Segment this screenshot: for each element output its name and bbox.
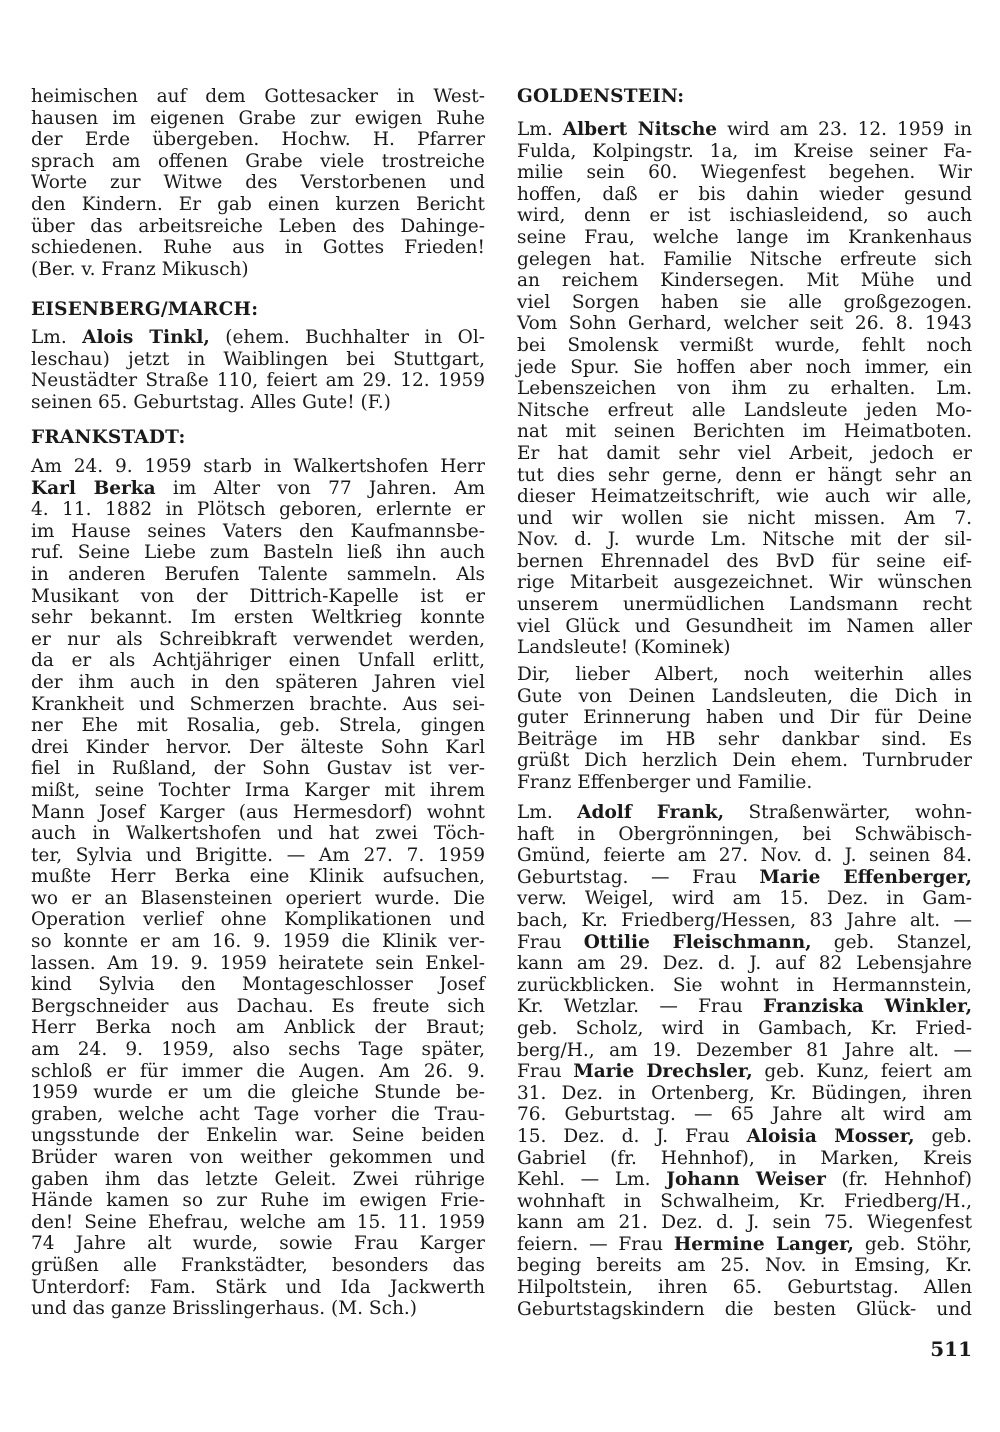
- text-line: viel Glück und Gesundheit im Namen aller: [517, 615, 972, 637]
- text-line: milie sein 60. Wiegenfest begehen. Wir: [517, 162, 972, 184]
- text-line: Nov. d. J. wurde Lm. Nitsche mit der sil-: [517, 529, 972, 551]
- eisenberg-paragraph: [31, 327, 485, 413]
- text-line: der Erde übergeben. Hochw. H. Pfarrer: [31, 129, 485, 151]
- text-line: an reichem Kindersegen. Mit Mühe und: [517, 270, 972, 292]
- text-segment: feiern. — Frau: [517, 1233, 674, 1255]
- text-segment: 15. Dez. d. J. Frau: [517, 1125, 747, 1147]
- intro-paragraph: [31, 86, 485, 280]
- text-line: grüßen alle Frankstädter, besonders das: [31, 1254, 485, 1276]
- text-line: bach, Kr. Friedberg/Hessen, 83 Jahre alt. —: [517, 909, 972, 931]
- text-segment: geb.: [914, 1125, 972, 1147]
- text-line: Bergschneider aus Dachau. Es freute sich: [31, 995, 485, 1017]
- text-line: Franz Effenberger und Familie.: [517, 771, 813, 793]
- text-line: viel Sorgen haben sie alle großgezogen.: [517, 291, 972, 313]
- text-segment: Lm.: [517, 802, 578, 823]
- text-line: Brüder waren von weither gekommen und: [31, 1147, 485, 1168]
- text-segment: Lm.: [31, 327, 83, 348]
- text-line: Musikant von der Dittrich-Kapelle ist er: [31, 585, 485, 607]
- text-line: [517, 1126, 972, 1148]
- text-line: Nitsche erfreut alle Landsleute jeden Mo-: [517, 399, 972, 421]
- text-line: und wir wollen sie nicht missen. Am 7.: [517, 507, 972, 529]
- text-line: lassen. Am 19. 9. 1959 heiratete sein Enkel-: [31, 952, 485, 974]
- text-line: haft in Obergrönningen, bei Schwäbisch-: [517, 823, 972, 845]
- text-line: ungsstunde der Enkelin war. Seine beiden: [31, 1125, 485, 1147]
- text-line: berg/H., am 19. Dezember 81 Jahre alt. —: [517, 1039, 972, 1061]
- text-line: Lebenszeichen von ihm zu erhalten. Lm.: [517, 378, 972, 400]
- text-line: Herr Berka noch am Anblick der Braut;: [31, 1017, 485, 1039]
- text-line: 31. Dez. in Ortenberg, Kr. Büdingen, ihren: [517, 1082, 972, 1104]
- text-line: Er hat damit sehr viel Arbeit, jedoch er: [517, 442, 972, 464]
- text-line: [517, 1234, 972, 1256]
- text-line: den Kindern. Er gab einen kurzen Bericht: [31, 193, 485, 215]
- text-line: auch in Walkertshofen und hat zwei Töch-: [31, 823, 485, 845]
- text-segment: Frau: [517, 931, 584, 953]
- text-line: Am 24. 9. 1959 starb in Walkertshofen Herr: [31, 456, 485, 477]
- section-heading-eisenberg: EISENBERG/MARCH:: [31, 299, 259, 320]
- person-name: Marie Effenberger,: [759, 866, 972, 888]
- text-line: kind Sylvia den Montageschlosser Josef: [31, 974, 485, 996]
- person-name: Ottilie Fleischmann,: [583, 931, 812, 953]
- text-line: Neustädter Straße 110, feiert am 29. 12. 1959: [31, 370, 485, 392]
- text-line: wo er an Blasensteinen operiert wurde. Die: [31, 887, 485, 909]
- text-line: [517, 802, 972, 824]
- text-line: beging bereits am 25. Nov. in Emsing, Kr.: [517, 1255, 972, 1277]
- person-name: Johann Weiser: [666, 1169, 826, 1191]
- text-line: gelegen hat. Familie Nitsche erfreute sich: [517, 248, 972, 270]
- text-line: dieser Heimatzeitschrift, wie auch wir alle,: [517, 486, 972, 508]
- text-segment: Geburtstag. — Frau: [517, 866, 760, 888]
- text-line: Operation verlief ohne Komplikationen und: [31, 909, 485, 931]
- text-line: Worte zur Witwe des Verstorbenen und: [31, 172, 485, 194]
- text-segment: Frau: [517, 1061, 574, 1083]
- frankstadt-paragraph: [31, 456, 485, 1320]
- text-line: geb. Scholz, wird in Gambach, Kr. Fried-: [517, 1017, 972, 1039]
- text-line: er nur als Schreibkraft verwendet werden,: [31, 628, 485, 650]
- text-line: fiel in Rußland, der Sohn Gustav ist ver-: [31, 758, 485, 780]
- text-line: leschau) jetzt in Waiblingen bei Stuttgart,: [31, 348, 485, 370]
- text-line: jede Spur. Sie hoffen aber noch immer, ein: [517, 356, 972, 378]
- person-name: Albert Nitsche: [562, 119, 718, 140]
- text-line: 74 Jahre alt wurde, sowie Frau Karger: [31, 1233, 485, 1255]
- text-line: gaben ihm das letzte Geleit. Zwei rührige: [31, 1168, 485, 1190]
- text-line: drei Kinder hervor. Der älteste Sohn Karl: [31, 736, 485, 758]
- text-line: ner Ehe mit Rosalia, geb. Strela, gingen: [31, 715, 485, 737]
- text-line: Vom Sohn Gerhard, welcher seit 26. 8. 1943: [517, 313, 972, 335]
- text-line: schloß er für immer die Augen. Am 26. 9.: [31, 1060, 485, 1082]
- text-line: [517, 1169, 972, 1191]
- text-line: 76. Geburtstag. — 65 Jahre alt wird am: [517, 1104, 972, 1126]
- text-segment: geb. Kunz, feiert am: [752, 1061, 972, 1083]
- section-heading-frankstadt: FRANKSTADT:: [31, 427, 186, 448]
- person-name: Alois Tinkl,: [82, 327, 210, 348]
- text-line: der ihm auch in den späteren Jahren viel: [31, 671, 485, 693]
- text-line: hausen im eigenen Grabe zur ewigen Ruhe: [31, 107, 485, 129]
- text-line: über das arbeitsreiche Leben des Dahinge-: [31, 215, 485, 237]
- person-name: Marie Drechsler,: [573, 1061, 753, 1083]
- text-line: [517, 996, 972, 1018]
- text-segment: (ehem. Buchhalter in Ol-: [209, 327, 486, 348]
- text-segment: wird am 23. 12. 1959 in: [717, 119, 972, 140]
- text-line: [517, 1061, 972, 1083]
- text-line: kann am 29. Dez. d. J. auf 82 Lebensjahre: [517, 953, 972, 975]
- text-line: Krankheit und Schmerzen brachte. Aus sei-: [31, 693, 485, 715]
- person-name: Hermine Langer,: [673, 1233, 855, 1255]
- text-line: seine Frau, welche lange im Krankenhaus: [517, 226, 972, 248]
- text-segment: Kr. Wetzlar. — Frau: [517, 996, 764, 1018]
- text-line: Fulda, Kolpingstr. 1a, im Kreise seiner Fa-: [517, 140, 972, 162]
- person-name: Karl Berka: [31, 477, 156, 499]
- text-line: heimischen auf dem Gottesacker in West-: [31, 86, 485, 107]
- text-line: im Hause seines Vaters den Kaufmannsbe-: [31, 520, 485, 542]
- text-line: verw. Weigel, wird am 15. Dez. in Gam-: [517, 888, 972, 910]
- text-line: tut dies sehr gerne, denn er hängt sehr an: [517, 464, 972, 486]
- birthdays-paragraph: [517, 802, 972, 1320]
- text-line: Gmünd, feierte am 27. Nov. d. J. seinen 84.: [517, 845, 972, 867]
- text-line: Unterdorf: Fam. Stärk und Ida Jackwerth: [31, 1276, 485, 1298]
- section-heading-goldenstein: GOLDENSTEIN:: [517, 86, 685, 107]
- text-line: [31, 478, 485, 500]
- text-line: [517, 119, 972, 141]
- text-line: Mann Josef Karger (aus Hermesdorf) wohnt: [31, 801, 485, 823]
- text-line: bernen Ehrennadel des BvD für seine eif-: [517, 550, 972, 572]
- text-segment: geb. Stanzel,: [811, 931, 972, 953]
- text-line: mußte Herr Berka eine Klinik aufsuchen,: [31, 866, 485, 888]
- text-line: rige Mitarbeit ausgezeichnet. Wir wünschen: [517, 572, 972, 594]
- person-name: Franziska Winkler,: [763, 996, 973, 1018]
- text-line: ruf. Seine Liebe zum Basteln ließ ihn auch: [31, 542, 485, 564]
- text-line: [31, 327, 485, 349]
- text-line: sehr bekannt. Im ersten Weltkrieg konnte: [31, 607, 485, 629]
- text-segment: (fr. Hehnhof): [825, 1169, 972, 1191]
- text-line: Gabriel (fr. Hehnhof), in Marken, Kreis: [517, 1147, 972, 1169]
- text-segment: Straßenwärter, wohn-: [724, 802, 972, 823]
- page-number: 511: [930, 1337, 972, 1361]
- text-line: seinen 65. Geburtstag. Alles Gute! (F.): [31, 391, 391, 413]
- text-line: wohnhaft in Schwalheim, Kr. Friedberg/H.,: [517, 1190, 972, 1212]
- text-line: [517, 867, 972, 889]
- text-line: Hände kamen so zur Ruhe im ewigen Frie-: [31, 1190, 485, 1212]
- text-line: so konnte er am 16. 9. 1959 die Klinik ver-: [31, 931, 485, 953]
- text-line: mißt, seine Tochter Irma Karger mit ihrem: [31, 779, 485, 801]
- text-line: 4. 11. 1882 in Plötsch geboren, erlernte er: [31, 499, 485, 521]
- text-line: Geburtstagskindern die besten Glück- und: [517, 1298, 972, 1320]
- text-line: unserem unermüdlichen Landsmann recht: [517, 594, 972, 616]
- text-line: Dir, lieber Albert, noch weiterhin alles: [517, 664, 972, 685]
- person-name: Adolf Frank,: [577, 802, 725, 823]
- text-line: schiedenen. Ruhe aus in Gottes Frieden!: [31, 237, 485, 259]
- text-line: am 24. 9. 1959, also sechs Tage später,: [31, 1039, 485, 1061]
- text-line: ter, Sylvia und Brigitte. — Am 27. 7. 1959: [31, 844, 485, 866]
- text-line: grüßt Dich herzlich Dein ehem. Turnbruder: [517, 750, 972, 772]
- text-line: hoffen, daß er bis dahin wieder gesund: [517, 183, 972, 205]
- nitsche-paragraph: [517, 119, 972, 659]
- text-line: zurückblicken. Sie wohnt in Hermannstein,: [517, 974, 972, 996]
- text-line: Hilpoltstein, ihren 65. Geburtstag. Allen: [517, 1277, 972, 1299]
- text-segment: Kehl. — Lm.: [517, 1169, 667, 1191]
- text-line: guter Erinnerung haben und Dir für Deine: [517, 707, 972, 729]
- text-line: nat mit seinen Berichten im Heimatboten.: [517, 421, 972, 443]
- text-line: kann am 21. Dez. d. J. sein 75. Wiegenfest: [517, 1212, 972, 1234]
- text-line: und das ganze Brisslingerhaus. (M. Sch.): [31, 1298, 417, 1320]
- text-line: [517, 932, 972, 954]
- text-segment: geb. Stöhr,: [854, 1233, 972, 1255]
- text-line: 1959 wurde er um die gleiche Stunde be-: [31, 1082, 485, 1104]
- text-segment: Lm.: [517, 119, 563, 140]
- text-line: Landsleute! (Kominek): [517, 637, 731, 659]
- text-line: bei Smolensk vermißt wurde, fehlt noch: [517, 334, 972, 356]
- text-line: (Ber. v. Franz Mikusch): [31, 258, 249, 280]
- text-line: Beiträge im HB sehr dankbar sind. Es: [517, 728, 972, 750]
- text-line: den! Seine Ehefrau, welche am 15. 11. 1959: [31, 1211, 485, 1233]
- text-line: da er als Achtjähriger einen Unfall erlitt,: [31, 650, 485, 672]
- greeting-paragraph: [517, 664, 972, 794]
- person-name: Aloisia Mosser,: [746, 1125, 915, 1147]
- text-line: wird, denn er ist ischiasleidend, so auch: [517, 205, 972, 227]
- text-line: in anderen Berufen Talente sammeln. Als: [31, 563, 485, 585]
- text-line: Gute von Deinen Landsleuten, die Dich in: [517, 685, 972, 707]
- text-line: graben, welche acht Tage vorher die Trau-: [31, 1103, 485, 1125]
- text-segment: im Alter von 77 Jahren. Am: [155, 477, 485, 499]
- text-line: sprach am offenen Grabe viele trostreiche: [31, 150, 485, 172]
